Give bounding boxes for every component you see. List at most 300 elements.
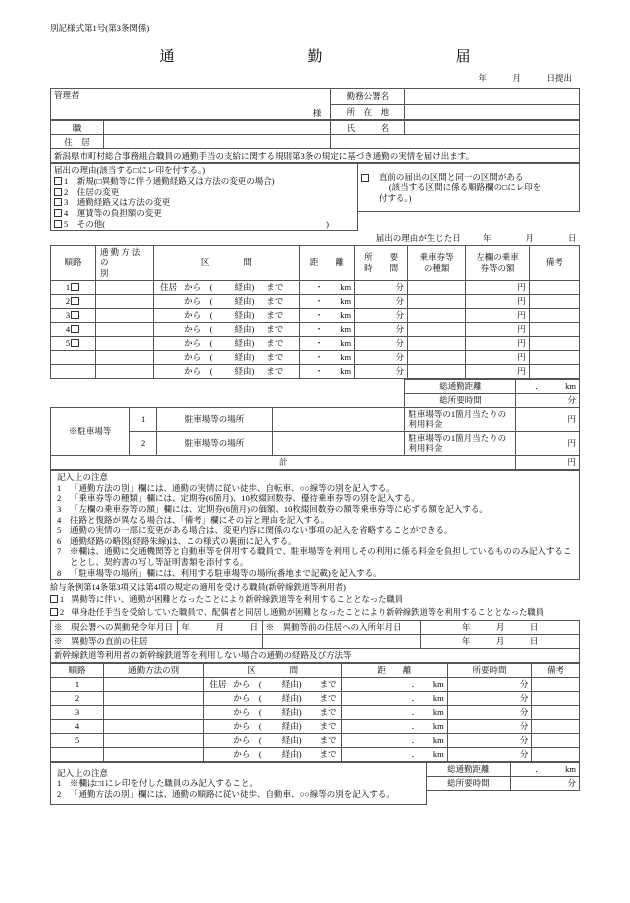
route-section-to: まで xyxy=(266,281,284,292)
route-time-input[interactable]: 分 xyxy=(355,280,408,294)
manager-label: 管理者 xyxy=(54,90,80,101)
note-number: 5 xyxy=(57,525,62,536)
b-route-order-cell: 1 xyxy=(51,678,104,692)
totals-parking-table xyxy=(50,379,580,471)
route-ticket-amount-input[interactable]: 円 xyxy=(466,336,529,350)
current-entry-value[interactable]: 年 月 日 xyxy=(421,635,580,649)
col-time-line1: 所 要 xyxy=(364,252,399,262)
route-section-via: 経由) xyxy=(234,281,255,292)
route-section-to: まで xyxy=(266,323,284,334)
table-row xyxy=(51,364,580,378)
position-input[interactable] xyxy=(103,121,330,135)
route-section-cell[interactable] xyxy=(154,294,299,308)
note-number: 2 xyxy=(57,493,62,504)
route-section-via: 経由) xyxy=(234,365,255,376)
statement-text: 新潟県市町村総合事務組合職員の通勤手当の支給に関する規則第3条の規定に基づき通勤の実情を届け出ます。 xyxy=(51,149,580,163)
note-item xyxy=(54,789,423,800)
b-route-section-cell[interactable] xyxy=(204,706,342,720)
note-text: 通勤経路の略図(経路朱線)は、この様式の裏面に記入する。 xyxy=(70,535,297,546)
recipient-table xyxy=(50,88,580,120)
route-section-from: から ( xyxy=(184,309,213,320)
route-section-via: 経由) xyxy=(234,337,255,348)
checkbox-icon[interactable] xyxy=(71,311,79,319)
route-section-to: まで xyxy=(266,337,284,348)
route-order-number: 1 xyxy=(65,281,71,292)
checkbox-icon[interactable] xyxy=(71,325,79,333)
route-order-cell[interactable] xyxy=(51,364,96,378)
reason-item-3-label: 3 通勤経路又は方法の変更 xyxy=(64,197,171,208)
b-route-section-to: まで xyxy=(319,707,337,718)
col-method-line2: の 別 xyxy=(99,257,143,278)
route-remarks-input[interactable] xyxy=(529,350,579,364)
route-method-input[interactable] xyxy=(95,322,153,336)
table-row xyxy=(51,720,580,734)
total-distance-label: 総通勤距離 xyxy=(405,379,516,393)
b-route-section-from: から ( xyxy=(233,721,262,732)
b-route-remarks-input[interactable] xyxy=(532,706,580,720)
parking-row-2-no: 2 xyxy=(130,431,156,455)
note-item xyxy=(54,778,423,789)
route-section-cell[interactable] xyxy=(154,308,299,322)
name-label: 氏 名 xyxy=(331,121,405,135)
checkbox-icon[interactable] xyxy=(54,177,62,185)
reason-occurred-date[interactable]: 年 月 日 xyxy=(482,232,577,243)
note-item xyxy=(54,504,576,515)
col-ticket-line1: 乗車券等 xyxy=(419,252,454,262)
route-section-from: から ( xyxy=(184,337,213,348)
note-item xyxy=(54,493,576,504)
shinkansen-item-1[interactable] xyxy=(50,594,580,606)
notes-bottom-table xyxy=(50,762,580,805)
note-item xyxy=(54,568,576,579)
route-order-number: 2 xyxy=(65,295,71,306)
route-remarks-input[interactable] xyxy=(529,308,579,322)
table-row xyxy=(51,336,580,350)
b-route-time-input[interactable]: 分 xyxy=(447,748,532,762)
manager-cell xyxy=(51,89,331,120)
b-route-section-cell[interactable] xyxy=(204,678,342,692)
b-route-section-cell[interactable] xyxy=(204,748,342,762)
route-distance-input[interactable]: ・ km xyxy=(299,308,355,322)
table-row xyxy=(51,322,580,336)
route-section-via: 経由) xyxy=(234,309,255,320)
route-section-cell[interactable] xyxy=(154,350,299,364)
route-order-cell[interactable] xyxy=(51,294,96,308)
same-section-note-cell[interactable] xyxy=(357,164,579,212)
b-route-section-via: 経由) xyxy=(281,707,302,718)
route-ticket-type-input[interactable] xyxy=(408,280,466,294)
shinkansen-item-2[interactable] xyxy=(50,607,580,619)
route-section-cell[interactable] xyxy=(154,336,299,350)
total-time-label: 総所要時間 xyxy=(405,393,516,407)
route-section-cell[interactable] xyxy=(154,364,299,378)
route-ticket-amount-input[interactable]: 円 xyxy=(466,294,529,308)
col-time xyxy=(355,245,408,280)
reason-heading: 届出の理由(該当する□にレ印を付する。) xyxy=(54,165,206,176)
route-distance-input[interactable]: ・ km xyxy=(299,322,355,336)
route-distance-input[interactable]: ・ km xyxy=(299,364,355,378)
note-text: 「通勤方法の別」欄には、通勤の順路に従い徒歩、自動車、○○線等の別を記入する。 xyxy=(70,789,395,800)
route-order-cell[interactable] xyxy=(51,350,96,364)
col-amount-line2: 券等の額 xyxy=(480,262,515,273)
sama-label: 様 xyxy=(312,107,322,118)
b-route-section-from: から ( xyxy=(233,707,262,718)
b-route-time-input[interactable]: 分 xyxy=(447,720,532,734)
b-route-section-via: 経由) xyxy=(281,679,302,690)
col-ticket-type xyxy=(408,245,466,280)
shinkansen-item-2-label: 単身赴任手当を受給していた職員で、配偶者と同居し通勤が困難となったことにより新幹線鉄道等を利用することとなった職員 xyxy=(71,607,544,617)
residence-input[interactable] xyxy=(103,135,330,149)
reason-list-cell xyxy=(51,164,358,231)
b-col-distance: 距 離 xyxy=(341,664,447,678)
residence-label: 住 居 xyxy=(51,135,104,149)
b-route-distance-input[interactable]: ． km xyxy=(341,734,447,748)
same-section-note-line3: 付する。) xyxy=(378,193,412,204)
col-order: 順路 xyxy=(51,245,96,280)
table-row xyxy=(51,748,580,762)
submission-date-line: 年 月 日提出 xyxy=(478,73,572,84)
route-section-to: まで xyxy=(266,309,284,320)
position-label: 職 xyxy=(51,121,104,135)
route-section-to: まで xyxy=(266,365,284,376)
col-ticket-line2: の種類 xyxy=(423,262,450,273)
route-distance-input[interactable]: ・ km xyxy=(299,280,355,294)
route-method-input[interactable] xyxy=(95,364,153,378)
note-item xyxy=(54,525,576,536)
b-route-order-cell: 4 xyxy=(51,720,104,734)
b-route-method-input[interactable] xyxy=(103,678,204,692)
b-route-method-input[interactable] xyxy=(103,706,204,720)
parking-row-2-place-input[interactable] xyxy=(273,431,405,455)
route-time-input[interactable]: 分 xyxy=(355,322,408,336)
b-col-order: 順路 xyxy=(51,664,104,678)
route-section-cell[interactable] xyxy=(154,280,299,294)
b-route-distance-input[interactable]: ． km xyxy=(341,692,447,706)
col-method xyxy=(95,245,153,280)
route-section-via: 経由) xyxy=(234,295,255,306)
totals-left-blank xyxy=(51,379,405,407)
shinkansen-item-2-num: 2 xyxy=(60,607,65,617)
checkbox-icon[interactable] xyxy=(50,608,58,616)
route-ticket-type-input[interactable] xyxy=(408,336,466,350)
table-row xyxy=(51,706,580,720)
b-route-order-cell: 3 xyxy=(51,706,104,720)
route-ticket-type-input[interactable] xyxy=(408,308,466,322)
checkbox-icon[interactable] xyxy=(50,595,58,603)
table-row xyxy=(51,692,580,706)
checkbox-icon[interactable] xyxy=(54,220,62,228)
b-route-section-via: 経由) xyxy=(281,693,302,704)
note-text: 「乗車券等の種類」欄には、定期券(6箇月)、10枚綴回数券、優待乗車券等の別を記入する。 xyxy=(70,493,420,504)
b-route-distance-input[interactable]: ． km xyxy=(341,706,447,720)
route-section-to: まで xyxy=(266,351,284,362)
table-row xyxy=(51,294,580,308)
table-row xyxy=(51,734,580,748)
note-text: ※欄は、通勤に交通機関等と自動車等を併用する職員で、駐車場等を利用しその利用に係る料金を負担しているもののみ記入することとし、契約書の写し等証明書類を添付する。 xyxy=(70,546,572,568)
shinkansen-fields-table xyxy=(50,620,580,663)
shinkansen-route-heading: 新幹線鉄道等利用者の新幹線鉄道等を利用しない場合の通勤の経路及び方法等 xyxy=(51,649,580,663)
b-route-method-input[interactable] xyxy=(103,720,204,734)
b-route-remarks-input[interactable] xyxy=(532,678,580,692)
route-section-cell[interactable] xyxy=(154,322,299,336)
route-method-input[interactable] xyxy=(95,280,153,294)
notes-top-heading: 記入上の注意 xyxy=(57,472,109,483)
route-section-origin: 住居 xyxy=(160,281,178,292)
route-order-cell[interactable] xyxy=(51,308,96,322)
col-ticket-amount xyxy=(466,245,529,280)
route-remarks-input[interactable] xyxy=(529,280,579,294)
parking-row-1-place-label: 駐車場等の場所 xyxy=(156,407,272,431)
table-row xyxy=(51,678,580,692)
route-section-from: から ( xyxy=(184,281,213,292)
shinkansen-checklist xyxy=(50,594,580,619)
total-distance-value[interactable]: ． km xyxy=(516,379,580,393)
checkbox-icon[interactable] xyxy=(54,188,62,196)
same-section-note-line2: (該当する区間に係る順路欄の□にレ印を xyxy=(388,182,542,193)
b-route-section-cell[interactable] xyxy=(204,720,342,734)
note-item xyxy=(54,546,576,567)
route-method-input[interactable] xyxy=(95,308,153,322)
parking-row-1-fee-label: 駐車場等の1箇月当たりの 利用料金 xyxy=(405,407,516,431)
reason-item-4-label: 4 運賃等の負担額の変更 xyxy=(64,207,162,218)
b-route-remarks-input[interactable] xyxy=(532,748,580,762)
route-order-number: 5 xyxy=(65,337,71,348)
route-time-input[interactable]: 分 xyxy=(355,308,408,322)
route-section-from: から ( xyxy=(184,365,213,376)
reason-occurred-label: 届出の理由が生じた日 xyxy=(375,232,461,243)
shinkansen-item-1-num: 1 xyxy=(60,595,65,605)
note-number: 8 xyxy=(57,567,62,578)
route-remarks-input[interactable] xyxy=(529,364,579,378)
b-route-section-cell[interactable] xyxy=(204,692,342,706)
b-route-method-input[interactable] xyxy=(103,748,204,762)
b-route-distance-input[interactable]: ． km xyxy=(341,678,447,692)
b-route-remarks-input[interactable] xyxy=(532,734,580,748)
route-ticket-amount-input[interactable]: 円 xyxy=(466,364,529,378)
route-ticket-type-input[interactable] xyxy=(408,364,466,378)
checkbox-icon[interactable] xyxy=(71,339,79,347)
col-remarks: 備考 xyxy=(529,245,579,280)
checkbox-icon[interactable] xyxy=(54,209,62,217)
notes-top-cell xyxy=(51,471,580,580)
same-section-note-line1: 直前の届出の区間と同一の区間がある xyxy=(378,171,524,182)
residence-filler xyxy=(331,135,580,149)
checkbox-icon[interactable] xyxy=(361,174,369,182)
col-amount-line1: 左欄の乗車 xyxy=(476,252,519,262)
route-order-number: 4 xyxy=(65,323,71,334)
b-route-section-via: 経由) xyxy=(281,735,302,746)
main-route-table xyxy=(50,245,580,379)
bottom-route-table xyxy=(50,663,580,762)
page-title: 通 勤 届 xyxy=(159,49,493,66)
table-row xyxy=(51,280,580,294)
route-ticket-amount-input[interactable]: 円 xyxy=(466,280,529,294)
reason-right-spacer xyxy=(357,212,579,231)
route-time-input[interactable]: 分 xyxy=(355,336,408,350)
note-text: 「左欄の乗車券等の額」欄には、定期券(6箇月)の価額、10枚綴回数券の額等乗車券等に応ずる額を記入する。 xyxy=(70,503,488,514)
b-total-distance-value[interactable]: ． km xyxy=(511,763,580,777)
form-number: 別記様式第1号(第3条関係) xyxy=(50,23,150,33)
notes-top-table xyxy=(50,470,580,580)
office-address-label: 所 在 地 xyxy=(331,104,405,120)
route-ticket-type-input[interactable] xyxy=(408,350,466,364)
shinkansen-heading: 給与条例第14条第3項又は第4項の規定の適用を受ける職員(新幹線鉄道等利用者) xyxy=(50,583,346,593)
note-number: 4 xyxy=(57,514,62,525)
parking-row-2-place-label: 駐車場等の場所 xyxy=(156,431,272,455)
route-ticket-type-input[interactable] xyxy=(408,322,466,336)
col-distance: 距 離 xyxy=(299,245,355,280)
route-order-cell[interactable] xyxy=(51,322,96,336)
table-row xyxy=(51,350,580,364)
col-method-line1: 通 勤 方 法 xyxy=(99,246,141,257)
reason-item-5[interactable] xyxy=(54,219,354,230)
parking-row-1-place-input[interactable] xyxy=(273,407,405,431)
parking-total-label: 計 xyxy=(51,456,516,470)
b-route-distance-input[interactable]: ． km xyxy=(341,748,447,762)
current-entry-label[interactable] xyxy=(262,635,421,649)
b-route-section-from: から ( xyxy=(233,693,262,704)
note-number: 7 xyxy=(57,546,62,557)
route-remarks-input[interactable] xyxy=(529,322,579,336)
parking-row-1-no: 1 xyxy=(130,407,156,431)
b-route-section-to: まで xyxy=(319,693,337,704)
b-totals-spacer-2 xyxy=(511,791,580,805)
b-route-order-cell: 5 xyxy=(51,734,104,748)
note-number: 1 xyxy=(57,778,62,789)
b-route-section-via: 経由) xyxy=(281,749,302,760)
b-total-time-value[interactable]: 分 xyxy=(511,777,580,791)
route-ticket-amount-input[interactable]: 円 xyxy=(466,350,529,364)
note-text: ※欄は□1にレ印を付した職員のみ記入すること。 xyxy=(70,778,258,789)
b-route-time-input[interactable]: 分 xyxy=(447,692,532,706)
note-text: 「通勤方法の別」欄には、通勤の実情に従い徒歩、自転車、○○線等の別を記入する。 xyxy=(70,482,395,493)
b-route-remarks-input[interactable] xyxy=(532,720,580,734)
route-time-input[interactable]: 分 xyxy=(355,364,408,378)
table-row xyxy=(51,308,580,322)
route-remarks-input[interactable] xyxy=(529,294,579,308)
note-number: 2 xyxy=(57,789,62,800)
b-route-time-input[interactable]: 分 xyxy=(447,734,532,748)
checkbox-icon[interactable] xyxy=(54,198,62,206)
route-remarks-input[interactable] xyxy=(529,336,579,350)
b-route-section-from: から ( xyxy=(233,749,262,760)
b-total-time-label: 総所要時間 xyxy=(426,777,511,791)
b-col-method: 通勤方法の別 xyxy=(103,664,204,678)
b-total-distance-label: 総通勤距離 xyxy=(426,763,511,777)
b-route-method-input[interactable] xyxy=(103,692,204,706)
route-ticket-amount-input[interactable]: 円 xyxy=(466,308,529,322)
route-method-input[interactable] xyxy=(95,294,153,308)
route-section-from: から ( xyxy=(184,351,213,362)
note-number: 1 xyxy=(57,482,62,493)
col-time-line2: 時 間 xyxy=(364,262,399,273)
b-route-section-to: まで xyxy=(319,735,337,746)
notes-bottom-cell xyxy=(51,763,427,805)
parking-row-2-fee-label: 駐車場等の1箇月当たりの 利用料金 xyxy=(405,431,516,455)
b-route-order-cell xyxy=(51,748,104,762)
note-text: 往路と復路が異なる場合は、「備考」欄にその旨と理由を記入する。 xyxy=(70,514,330,525)
route-distance-input[interactable]: ・ km xyxy=(299,336,355,350)
b-route-section-origin: 住居 xyxy=(209,679,227,690)
parking-row-1-fee-input[interactable]: 円 xyxy=(516,407,580,431)
b-route-section-cell[interactable] xyxy=(204,734,342,748)
b-route-method-input[interactable] xyxy=(103,734,204,748)
b-route-order-cell: 2 xyxy=(51,692,104,706)
prev-entry-label: ※ 異動等前の住居への入所年月日 xyxy=(262,621,421,635)
reason-item-2[interactable] xyxy=(54,187,354,198)
col-section: 区 間 xyxy=(154,245,299,280)
note-item xyxy=(54,515,576,526)
route-section-to: まで xyxy=(266,295,284,306)
route-order-number: 3 xyxy=(65,309,71,320)
reason-item-5-label: 5 その他( ) xyxy=(64,218,329,229)
note-number: 3 xyxy=(57,503,62,514)
prev-entry-value[interactable]: 年 月 日 xyxy=(421,621,580,635)
office-name-label: 勤務公署名 xyxy=(331,89,405,105)
b-route-remarks-input[interactable] xyxy=(532,692,580,706)
route-time-input[interactable]: 分 xyxy=(355,294,408,308)
b-route-section-from: から ( xyxy=(233,679,262,690)
route-ticket-type-input[interactable] xyxy=(408,294,466,308)
total-time-value[interactable]: 分 xyxy=(516,393,580,407)
parking-label: ※駐車場等 xyxy=(51,407,130,456)
route-time-input[interactable]: 分 xyxy=(355,350,408,364)
reason-item-1-label: 1 新規(□異動等に伴う通勤経路又は方法の変更の場合) xyxy=(64,176,275,187)
route-distance-input[interactable]: ・ km xyxy=(299,350,355,364)
route-section-from: から ( xyxy=(184,323,213,334)
checkbox-icon[interactable] xyxy=(71,283,79,291)
note-text: 「駐車場等の場所」欄には、利用する駐車場等の場所(番地まで記載)を記入する。 xyxy=(70,567,382,578)
b-route-section-via: 経由) xyxy=(281,721,302,732)
route-distance-input[interactable]: ・ km xyxy=(299,294,355,308)
reason-item-1[interactable] xyxy=(54,176,354,187)
route-section-from: から ( xyxy=(184,295,213,306)
name-input[interactable] xyxy=(405,121,580,135)
b-route-section-to: まで xyxy=(319,749,337,760)
office-name-input[interactable] xyxy=(405,89,580,105)
route-order-cell[interactable] xyxy=(51,336,96,350)
checkbox-icon[interactable] xyxy=(71,297,79,305)
reason-item-4[interactable] xyxy=(54,208,354,219)
b-col-remarks: 備考 xyxy=(532,664,580,678)
notes-bottom-heading: 記入上の注意 xyxy=(57,767,109,778)
note-number: 6 xyxy=(57,535,62,546)
reason-item-3[interactable] xyxy=(54,197,354,208)
b-totals-spacer-1 xyxy=(426,791,511,805)
note-item xyxy=(54,536,576,547)
route-method-input[interactable] xyxy=(95,350,153,364)
route-section-via: 経由) xyxy=(234,323,255,334)
route-ticket-amount-input[interactable]: 円 xyxy=(466,322,529,336)
parking-row-2-fee-input[interactable]: 円 xyxy=(516,431,580,455)
b-route-distance-input[interactable]: ． km xyxy=(341,720,447,734)
b-col-section: 区 間 xyxy=(204,664,342,678)
route-section-via: 経由) xyxy=(234,351,255,362)
note-text: 通勤の実情の一部に変更がある場合は、変更内容に関係のない事項の記入を省略することができる。 xyxy=(70,525,453,536)
transfer-order-value[interactable]: 年 月 日 xyxy=(177,621,262,635)
b-route-time-input[interactable]: 分 xyxy=(447,706,532,720)
b-col-time: 所要時間 xyxy=(447,664,532,678)
parking-total-value[interactable]: 円 xyxy=(516,456,580,470)
b-route-time-input[interactable]: 分 xyxy=(447,678,532,692)
route-method-input[interactable] xyxy=(95,336,153,350)
prev-residence-label: ※ 異動等の直前の住居 xyxy=(51,635,263,649)
reason-table xyxy=(50,163,580,244)
office-address-input[interactable] xyxy=(405,104,580,120)
route-order-cell[interactable] xyxy=(51,280,96,294)
reason-item-2-label: 2 住居の変更 xyxy=(64,186,120,197)
b-route-section-to: まで xyxy=(319,679,337,690)
